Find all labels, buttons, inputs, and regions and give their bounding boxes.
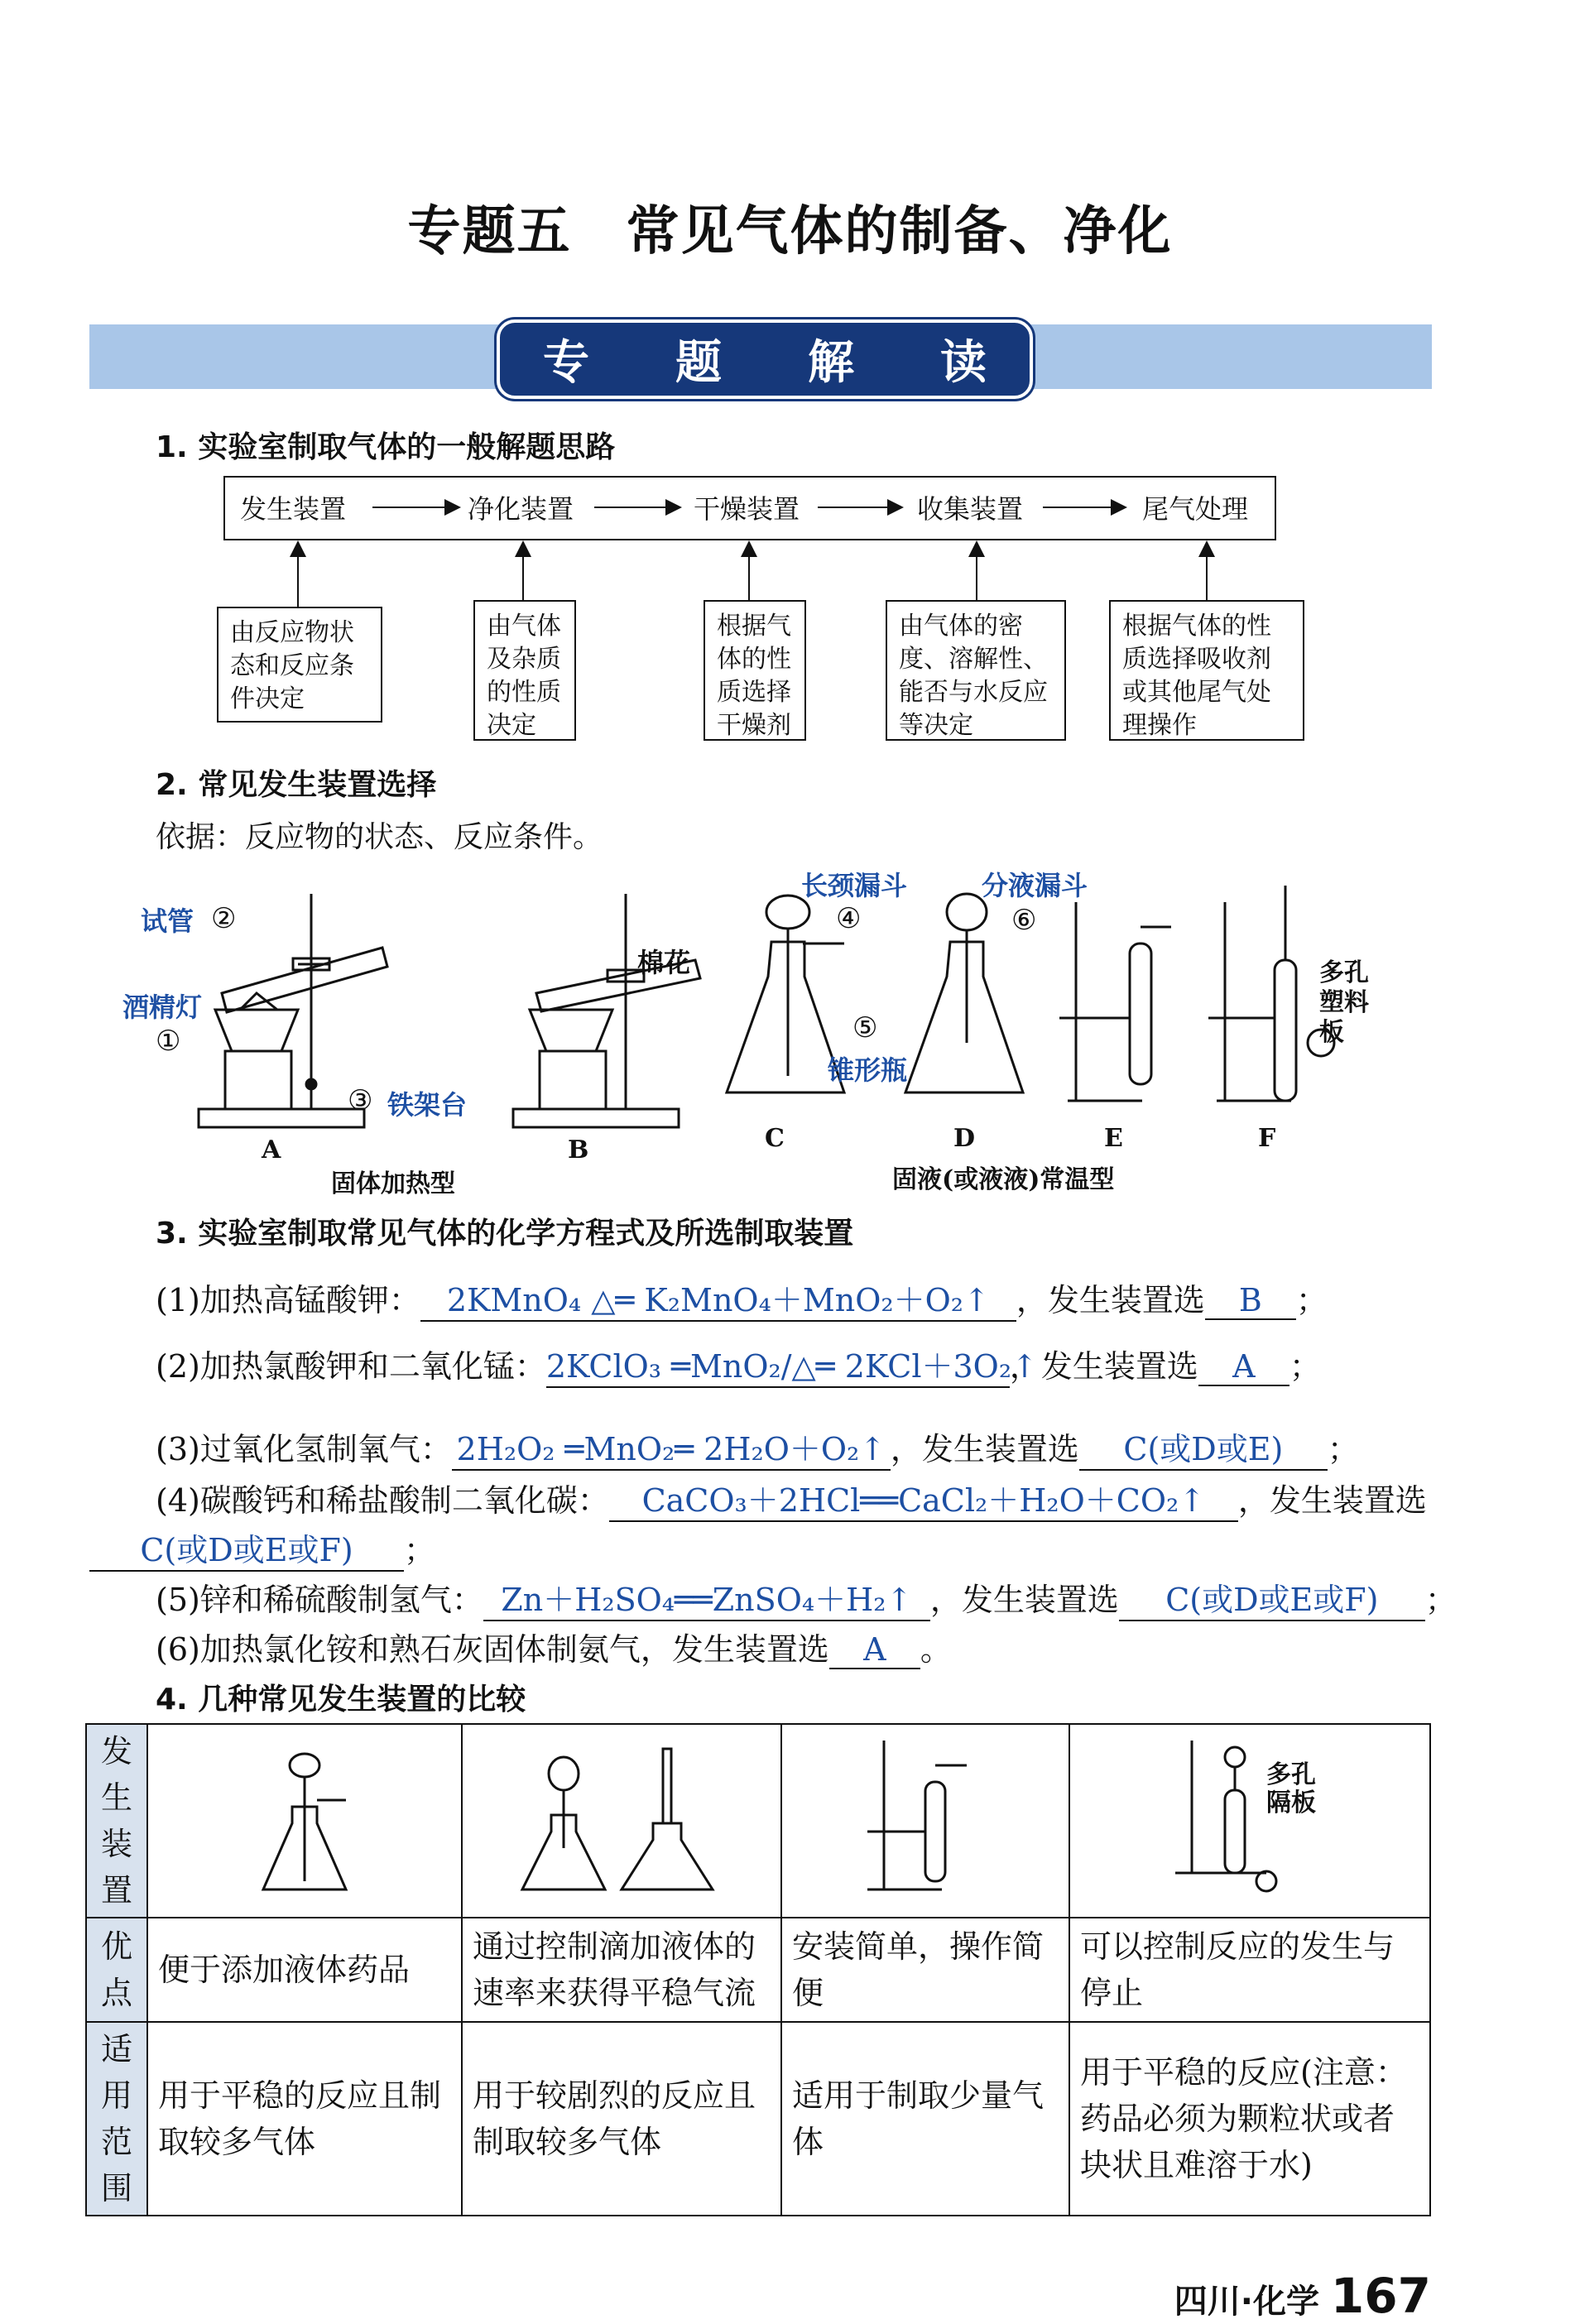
answer: A (1198, 1348, 1289, 1386)
scope-cell: 用于较剧烈的反应且制取较多气体 (462, 2022, 781, 2216)
row-head: 发生装置 (86, 1724, 147, 1918)
label-n1: ① (156, 1025, 181, 1058)
page-footer (1174, 2268, 1431, 2324)
flow-note: 根据气体的性质选择吸收剂或其他尾气处理操作 (1109, 600, 1304, 741)
letter-f: F (1258, 1124, 1276, 1153)
apparatus-separatory-funnel (514, 1732, 729, 1898)
label-funnel-long: 长颈漏斗 (801, 870, 908, 901)
scope-cell: 适用于制取少量气体 (781, 2022, 1069, 2216)
advantage-cell: 便于添加液体药品 (147, 1918, 462, 2022)
label-flask: 锥形瓶 (828, 1054, 908, 1086)
flow-step: 干燥装置 (694, 493, 800, 525)
comparison-table (85, 1723, 1431, 2216)
answer: A (829, 1631, 920, 1669)
eq-item-2: (2)加热氯酸钾和二氧化锰：2KClO₃ ═MnO₂/△═ 2KCl＋3O₂↑，发生装置选 A ； (156, 1341, 1321, 1388)
apparatus-test-tube (859, 1732, 992, 1898)
answer: C(或D或E或F) (89, 1525, 404, 1572)
flow-step: 尾气处理 (1142, 493, 1249, 525)
answer: C(或D或E或F) (1119, 1574, 1425, 1621)
row-head: 适用范围 (86, 2022, 147, 2216)
apparatus-cell (462, 1724, 781, 1918)
label-tube: 试管 (141, 905, 194, 937)
letter-b: B (568, 1136, 589, 1164)
row-head: 优点 (86, 1918, 147, 2022)
apparatus-long-funnel (247, 1732, 363, 1898)
caption-room: 固液(或液液)常温型 (892, 1165, 1115, 1194)
eq-item-4-answer: C(或D或E或F) ； (89, 1525, 435, 1572)
label-n6: ⑥ (1011, 904, 1037, 937)
flow-step: 净化装置 (468, 493, 574, 525)
table-row (86, 2022, 1430, 2216)
flow-note: 根据气体的性质选择干燥剂 (704, 600, 806, 741)
apparatus-diagram (116, 861, 1457, 1134)
answer: C(或D或E) (1079, 1424, 1328, 1471)
page-number: 167 (1330, 2268, 1431, 2324)
banner-char: 解 (808, 336, 854, 390)
flow-step: 收集装置 (917, 493, 1024, 525)
eq-item-3: (3)过氧化氢制氧气： 2H₂O₂ ═MnO₂═ 2H₂O＋O₂↑ ，发生装置选 C(或D或E) ； (156, 1424, 1359, 1471)
apparatus-cell (147, 1724, 462, 1918)
letter-a: A (262, 1136, 281, 1164)
equation: 2KMnO₄ △═ K₂MnO₄＋MnO₂＋O₂↑ (420, 1275, 1016, 1322)
section4-heading: 4. 几种常见发生装置的比较 (156, 1683, 526, 1717)
section3-heading: 3. 实验室制取常见气体的化学方程式及所选制取装置 (156, 1217, 854, 1251)
equation: CaCO₃＋2HCl══CaCl₂＋H₂O＋CO₂↑ (609, 1475, 1238, 1522)
answer: B (1205, 1282, 1296, 1320)
section1-heading: 1. 实验室制取气体的一般解题思路 (156, 430, 616, 464)
eq-item-6: (6)加热氯化铵和熟石灰固体制氨气，发生装置选 A 。 (156, 1631, 952, 1668)
banner-pill (497, 319, 1033, 399)
table-row (86, 1918, 1430, 2022)
label-plate-table: 多孔隔板 (1266, 1760, 1316, 1817)
flow-note: 由气体的密度、溶解性、能否与水反应等决定 (886, 600, 1066, 741)
label-cotton: 棉花 (637, 947, 691, 978)
apparatus-cell (1069, 1724, 1430, 1918)
eq-item-4: (4)碳酸钙和稀盐酸制二氧化碳： CaCO₃＋2HCl══CaCl₂＋H₂O＋CO₂↑ ，发生装置选 (156, 1475, 1427, 1522)
flow-step: 发生装置 (240, 493, 347, 525)
scope-cell: 用于平稳的反应且制取较多气体 (147, 2022, 462, 2216)
advantage-cell: 安装简单，操作简便 (781, 1918, 1069, 2022)
basis-text: 依据：反应物的状态、反应条件。 (156, 820, 603, 854)
label-plate: 多孔塑料板 (1319, 958, 1369, 1047)
label-stand: 铁架台 (387, 1089, 468, 1121)
flow-note: 由气体及杂质的性质决定 (473, 600, 576, 741)
eq-item-1: (1)加热高锰酸钾： 2KMnO₄ △═ K₂MnO₄＋MnO₂＋O₂↑ ，发生装置选 B ； (156, 1275, 1328, 1322)
advantage-cell: 可以控制反应的发生与停止 (1069, 1918, 1430, 2022)
label-funnel-sep: 分液漏斗 (982, 870, 1088, 901)
caption-heat: 固体加热型 (331, 1169, 455, 1198)
page-title: 专题五 常见气体的制备、净化 (407, 200, 1173, 262)
advantage-cell: 通过控制滴加液体的速率来获得平稳气流 (462, 1918, 781, 2022)
label-n5: ⑤ (852, 1011, 878, 1044)
letter-e: E (1104, 1124, 1123, 1153)
label-n3: ③ (348, 1084, 373, 1117)
apparatus-cell (781, 1724, 1069, 1918)
label-n2: ② (211, 902, 237, 935)
section2-heading: 2. 常见发生装置选择 (156, 768, 437, 802)
equation: Zn＋H₂SO₄══ZnSO₄＋H₂↑ (483, 1574, 930, 1621)
table-row (86, 1724, 1430, 1918)
equation: 2H₂O₂ ═MnO₂═ 2H₂O＋O₂↑ (452, 1424, 891, 1471)
eq-item-5: (5)锌和稀硫酸制氢气： Zn＋H₂SO₄══ZnSO₄＋H₂↑ ，发生装置选 C(或D或E或F) ； (156, 1574, 1457, 1621)
banner-char: 读 (940, 336, 987, 390)
letter-d: D (953, 1124, 976, 1153)
label-lamp: 酒精灯 (122, 992, 203, 1023)
banner-char: 专 (543, 336, 589, 390)
label-n4: ④ (836, 902, 862, 935)
scope-cell: 用于平稳的反应(注意：药品必须为颗粒状或者块状且难溶于水) (1069, 2022, 1430, 2216)
letter-c: C (765, 1124, 785, 1153)
equation: 2KClO₃ ═MnO₂/△═ 2KCl＋3O₂↑ (546, 1341, 1010, 1388)
banner-char: 题 (675, 336, 722, 390)
footer-region: 四川·化学 (1174, 2283, 1319, 2321)
flow-note: 由反应物状态和反应条件决定 (217, 607, 382, 723)
